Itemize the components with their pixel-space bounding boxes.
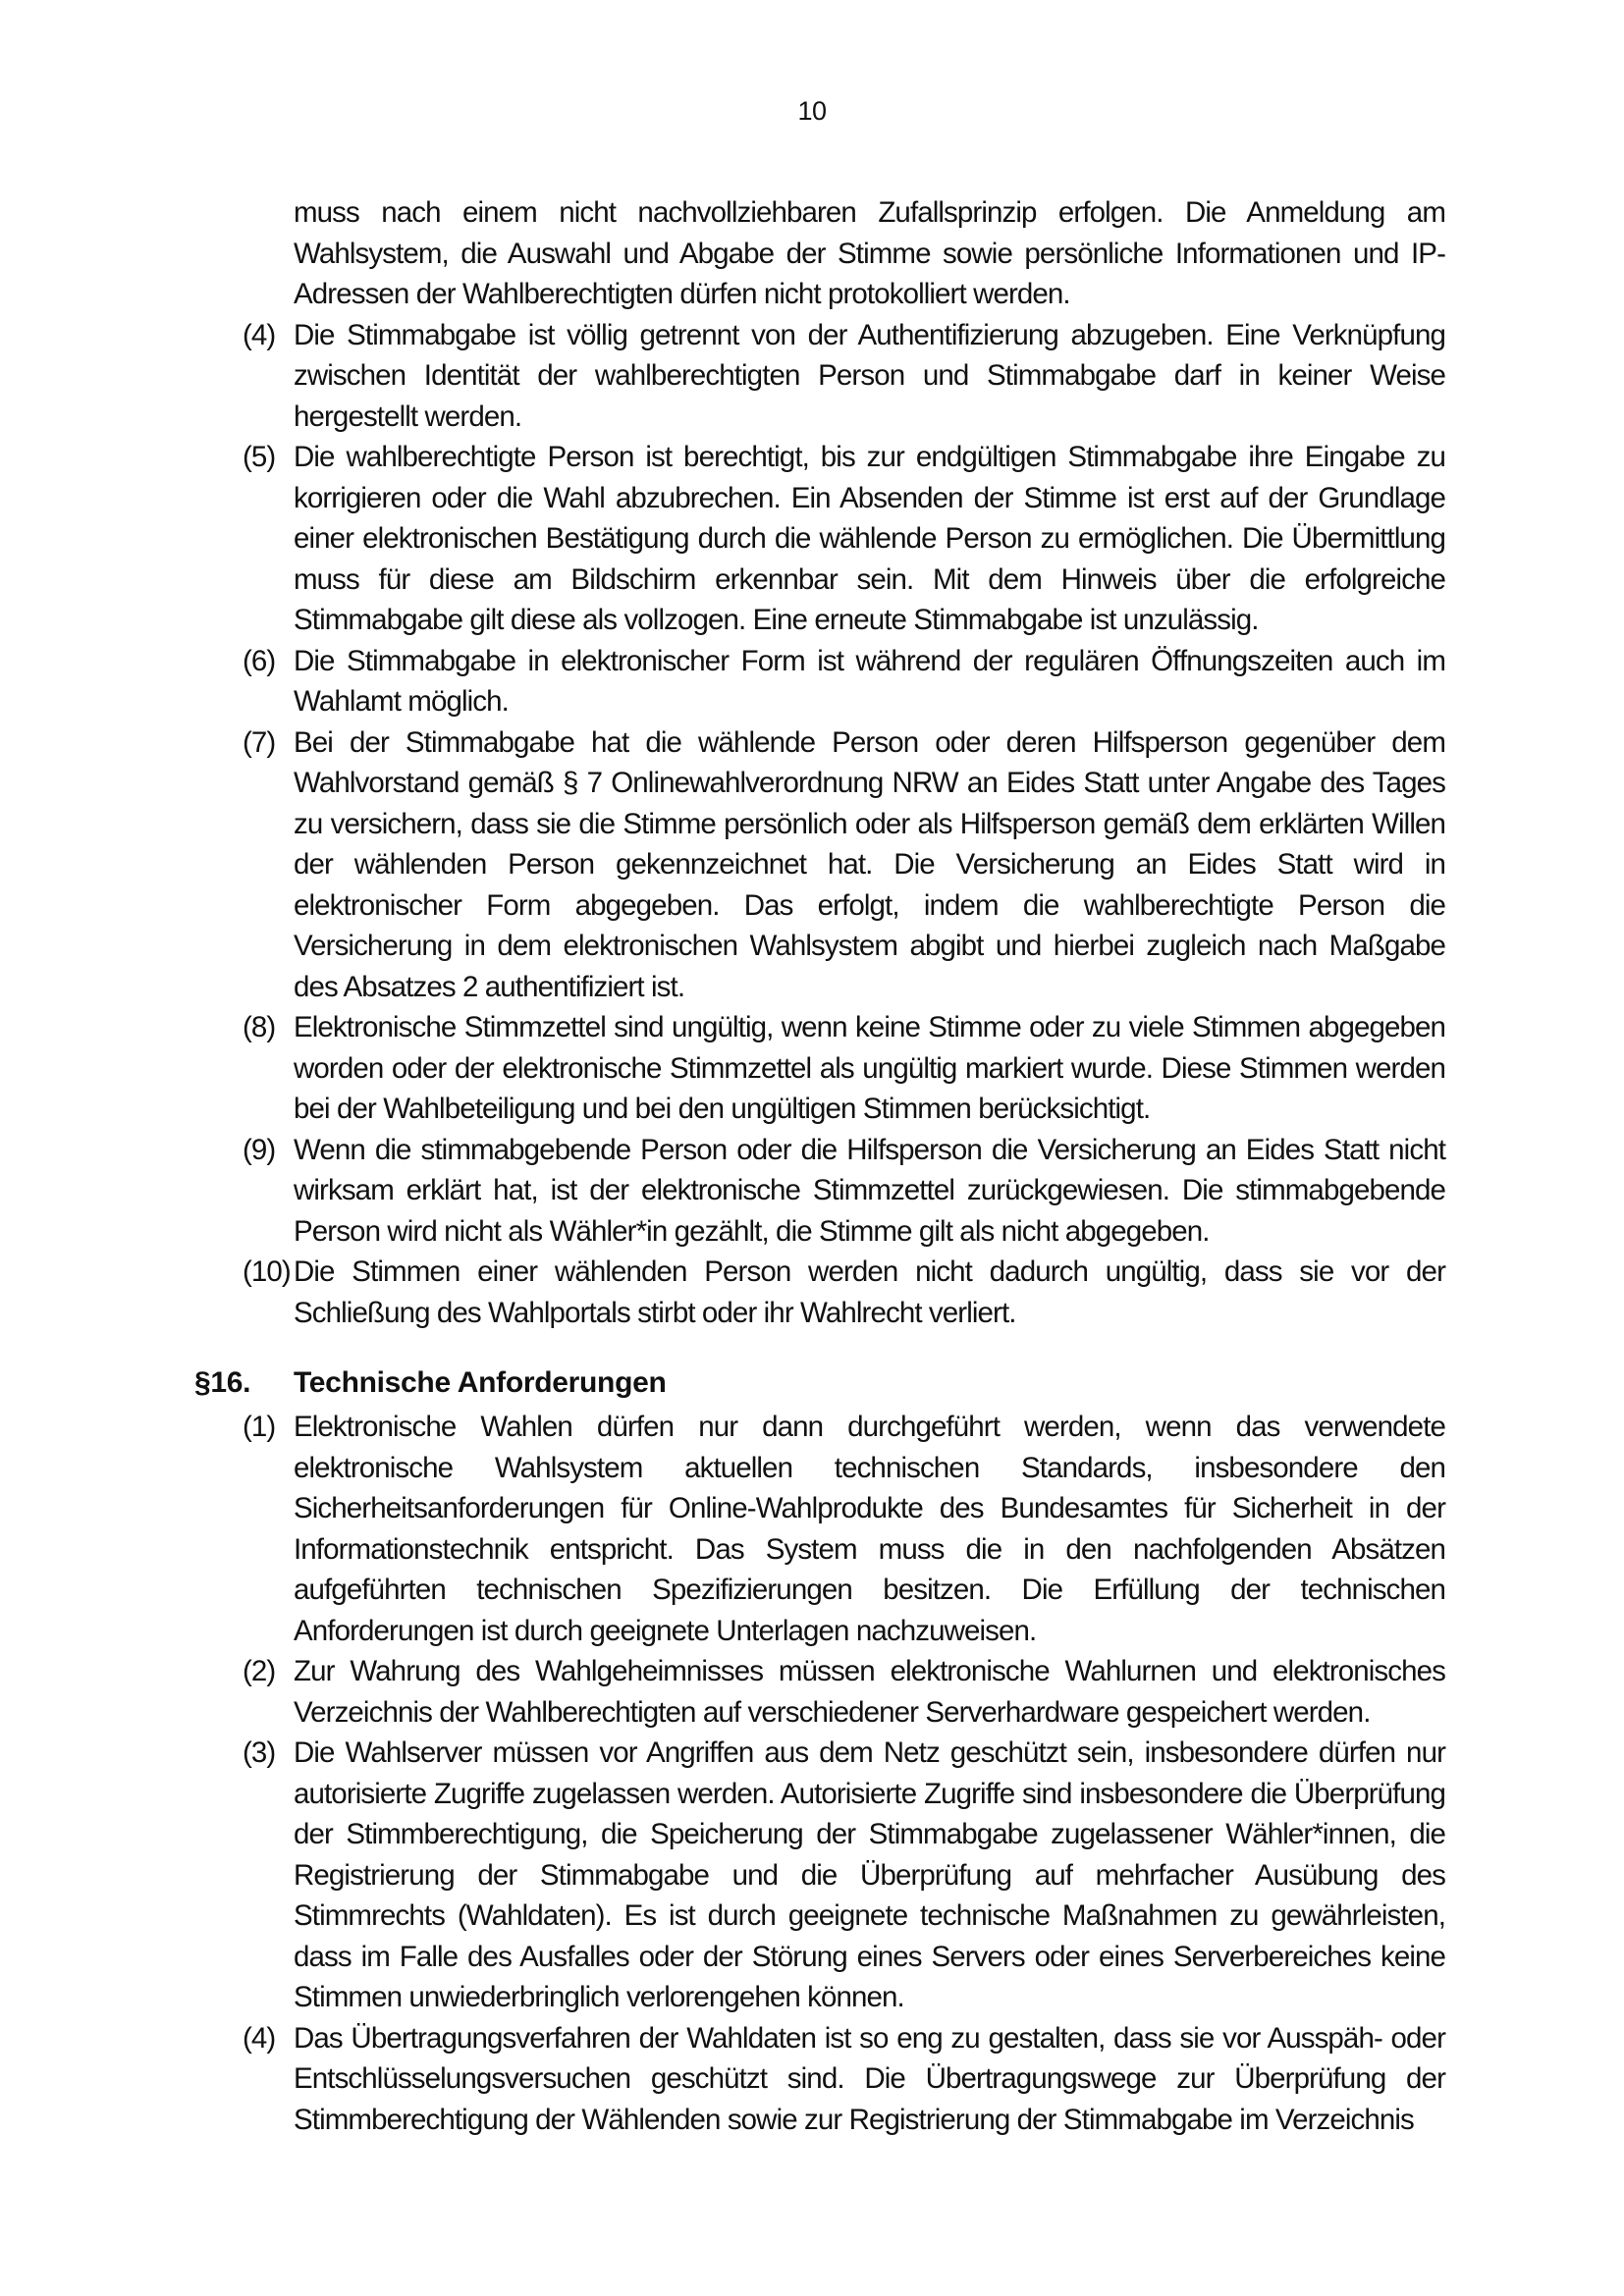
item-text: Zur Wahrung des Wahlgeheimnisses müssen elektronische Wahlurnen und elektronisches Verzeichnis der Wahlberechtigten auf verschiedener Serverhardware gespeichert werden. <box>294 1655 1445 1729</box>
list-item <box>243 2018 1445 2141</box>
item-number: (3) <box>243 1736 276 1769</box>
item-text: Die wahlberechtigte Person ist berechtigt, bis zur endgültigen Stimmabgabe ihre Eingabe zu korrigieren oder die Wahl abzubrechen. Ein Absenden der Stimme ist erst auf der Grundlage einer elektronischen Bestätigung durch die wählende Person zu ermöglichen. Die Übermittlung muss für diese am Bildschirm erkennbar sein. Mit dem Hinweis über die erfolgreiche Stimmabgabe gilt diese als vollzogen. Eine erneute Stimmabgabe ist unzulässig. <box>294 441 1445 636</box>
item-number: (5) <box>243 441 276 473</box>
item-text: Die Stimmabgabe ist völlig getrennt von der Authentifizierung abzugeben. Eine Verknüpfung zwischen Identität der wahlberechtigten Person und Stimmabgabe darf in keiner Weise hergestellt werden. <box>294 318 1445 433</box>
item-number: (10) <box>243 1255 291 1288</box>
item-text: Elektronische Wahlen dürfen nur dann durchgeführt werden, wenn das verwendete elektronische Wahlsystem aktuellen technischen Standards, insbesondere den Sicherheitsanforderungen für Online-Wahlprodukte des Bundesamtes für Sicherheit in der Informationstechnik entspricht. Das System muss die in den nachfolgenden Absätzen aufgeführten technischen Spezifizierungen besitzen. Die Erfüllung der technischen Anforderungen ist durch geeignete Unterlagen nachzuweisen. <box>294 1411 1445 1647</box>
item-number: (7) <box>243 725 276 759</box>
item-number: (8) <box>243 1011 276 1043</box>
list-item <box>243 1407 1445 1651</box>
item-text: Elektronische Stimmzettel sind ungültig, wenn keine Stimme oder zu viele Stimmen abgegeben worden oder der elektronische Stimmzettel als ungültig markiert wurde. Diese Stimmen werden bei der Wahlbeteiligung und bei den ungültigen Stimmen berücksichtigt. <box>294 1011 1445 1125</box>
list-item <box>243 1130 1445 1253</box>
item-number: (4) <box>243 2021 276 2055</box>
item-text: Wenn die stimmabgebende Person oder die Hilfsperson die Versicherung an Eides Statt nicht wirksam erklärt hat, ist der elektronische Stimmzettel zurückgewiesen. Die stimmabgebende Person wird nicht als Wähler*in gezählt, die Stimme gilt als nicht abgegeben. <box>294 1133 1445 1248</box>
list-item <box>243 315 1445 438</box>
page-number: 10 <box>797 96 827 126</box>
list-item <box>243 1252 1445 1333</box>
item-text: Die Wahlserver müssen vor Angriffen aus dem Netz geschützt sein, insbesondere dürfen nur autorisierte Zugriffe zugelassen werden. Autorisierte Zugriffe sind insbesondere die Überprüfung der Stimmberechtigung, die Speicherung der Stimmabgabe zugelassener Wähler*innen, die Registrierung der Stimmabgabe und die Überprüfung auf mehrfacher Ausübung des Stimmrechts (Wahldaten). Es ist durch geeignete technische Maßnahmen zu gewährleisten, dass im Falle des Ausfalles oder der Störung eines Servers oder eines Serverbereiches keine Stimmen unwiederbringlich verlorengehen können. <box>294 1736 1445 2013</box>
item-number: (2) <box>243 1655 276 1687</box>
item-text: Das Übertragungsverfahren der Wahldaten ist so eng zu gestalten, dass sie vor Ausspäh- oder Entschlüsselungsversuchen geschützt sind. Die Übertragungswege zur Überprüfung der Stimmberechtigung der Wählenden sowie zur Registrierung der Stimmabgabe im Verzeichnis <box>294 2021 1445 2136</box>
list-item <box>243 1007 1445 1130</box>
item-number: (9) <box>243 1133 276 1166</box>
item-number: (6) <box>243 644 276 677</box>
item-text: Die Stimmabgabe in elektronischer Form ist während der regulären Öffnungszeiten auch im Wahlamt möglich. <box>294 644 1445 718</box>
document-body <box>0 192 1624 2140</box>
item-number: (1) <box>243 1411 276 1443</box>
list-item <box>243 437 1445 641</box>
item-text: Bei der Stimmabgabe hat die wählende Person oder deren Hilfsperson gegenüber dem Wahlvorstand gemäß § 7 Onlinewahlverordnung NRW an Eides Statt unter Angabe des Tages zu versichern, dass sie die Stimme persönlich oder als Hilfsperson gemäß dem erklärten Willen der wählenden Person gekennzeichnet hat. Die Versicherung an Eides Statt wird in elektronischer Form abgegeben. Das erfolgt, indem die wahlberechtigte Person die Versicherung in dem elektronischen Wahlsystem abgibt und hierbei zugleich nach Maßgabe des Absatzes 2 authentifiziert ist. <box>294 725 1445 1003</box>
section-heading <box>0 1360 1624 1407</box>
list-item <box>243 641 1445 722</box>
list-item <box>243 1651 1445 1733</box>
intro-continuation: muss nach einem nicht nachvollziehbaren Zufallsprinzip erfolgen. Die Anmeldung am Wahlsystem, die Auswahl und Abgabe der Stimme sowie persönliche Informationen und IP-Adressen der Wahlberechtigten dürfen nicht protokolliert werden. <box>294 196 1445 310</box>
item-text: Die Stimmen einer wählenden Person werden nicht dadurch ungültig, dass sie vor der Schließung des Wahlportals stirbt oder ihr Wahlrecht verliert. <box>294 1255 1445 1329</box>
section-number: §16. <box>194 1366 251 1399</box>
item-number: (4) <box>243 318 276 351</box>
section-title: Technische Anforderungen <box>294 1366 667 1399</box>
list-item <box>243 1733 1445 2018</box>
list-item <box>243 722 1445 1008</box>
